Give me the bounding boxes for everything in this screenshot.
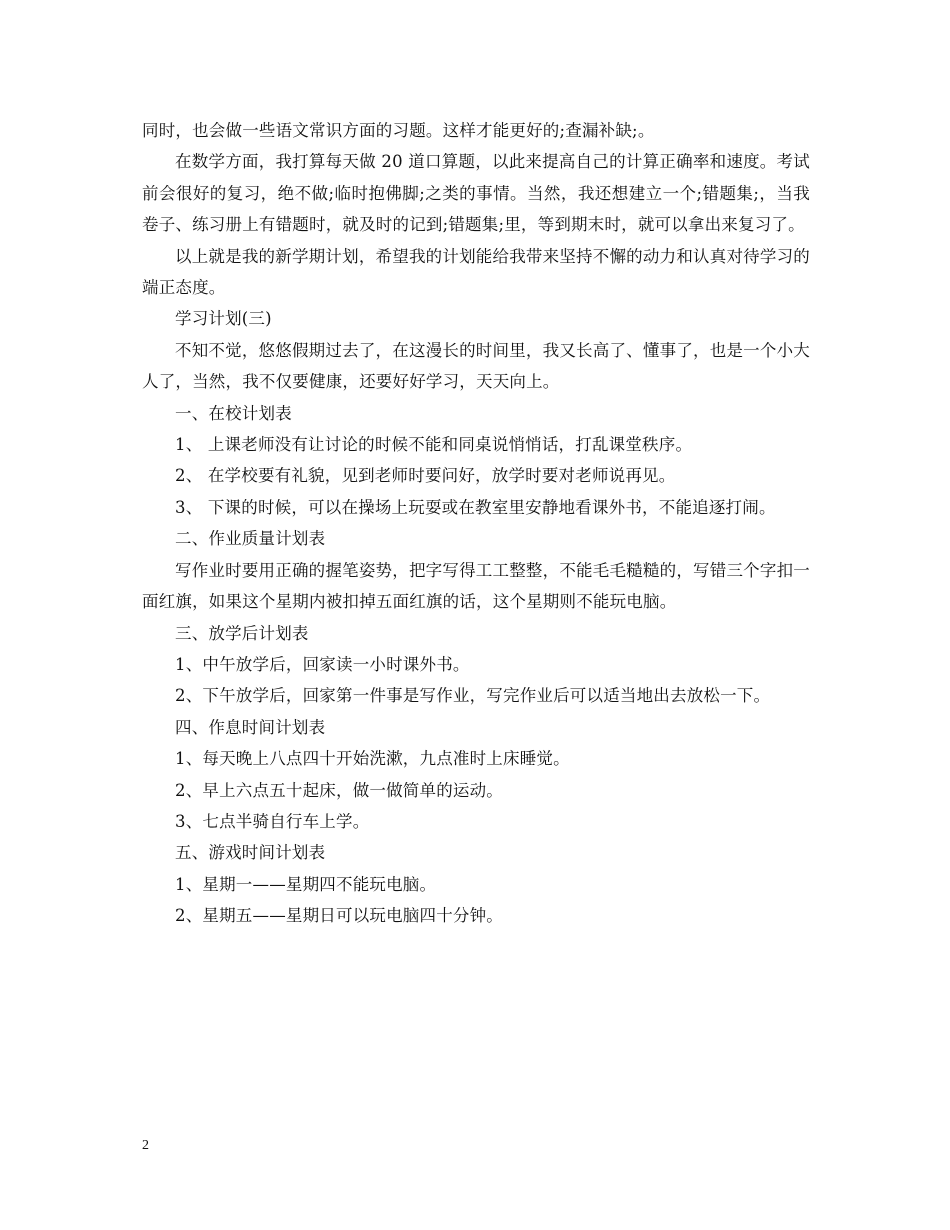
section-heading: 三、放学后计划表 — [175, 623, 309, 643]
list-item: 1、 上课老师没有让讨论的时候不能和同桌说悄悄话，打乱课堂秩序。 — [175, 435, 693, 455]
section-heading: 二、作业质量计划表 — [175, 529, 326, 549]
paragraph: 以上就是我的新学期计划，希望我的计划能给我带来坚持不懈的动力和认真对待学习的端正态度。 — [142, 246, 810, 298]
document-body — [142, 115, 810, 932]
paragraph: 同时，也会做一些语文常识方面的习题。这样才能更好的;查漏补缺;。 — [142, 121, 655, 140]
section-heading: 一、在校计划表 — [175, 403, 292, 423]
list-item: 3、 下课的时候，可以在操场上玩耍或在教室里安静地看课外书，不能追逐打闹。 — [175, 497, 776, 517]
paragraph: 写作业时要用正确的握笔姿势，把字写得工工整整，不能毛毛糙糙的，写错三个字扣一面红旗，如果这个星期内被扣掉五面红旗的话，这个星期则不能玩电脑。 — [142, 560, 810, 612]
list-item: 1、星期一——星期四不能玩电脑。 — [175, 874, 437, 894]
paragraph: 在数学方面，我打算每天做 20 道口算题，以此来提高自己的计算正确率和速度。考试前会很好的复习，绝不做;临时抱佛脚;之类的事情。当然，我还想建立一个;错题集;，当我卷子、练习册上有错题时，就及时的记到;错题集;里，等到期末时，就可以拿出来复习了。 — [142, 152, 810, 235]
list-item: 3、七点半骑自行车上学。 — [175, 811, 370, 831]
list-item: 2、早上六点五十起床，做一做简单的运动。 — [175, 780, 503, 800]
paragraph: 不知不觉，悠悠假期过去了，在这漫长的时间里，我又长高了、懂事了，也是一个小大人了，当然，我不仅要健康，还要好好学习，天天向上。 — [142, 340, 810, 392]
list-item: 1、中午放学后，回家读一小时课外书。 — [175, 654, 470, 674]
list-item: 2、 在学校要有礼貌，见到老师时要问好，放学时要对老师说再见。 — [175, 466, 676, 486]
section-heading: 四、作息时间计划表 — [175, 717, 326, 737]
section-heading: 学习计划(三) — [175, 309, 272, 329]
page-number: 2 — [142, 1138, 149, 1153]
list-item: 1、每天晚上八点四十开始洗漱，九点准时上床睡觉。 — [175, 749, 570, 769]
list-item: 2、下午放学后，回家第一件事是写作业，写完作业后可以适当地出去放松一下。 — [175, 686, 771, 706]
list-item: 2、星期五——星期日可以玩电脑四十分钟。 — [175, 906, 503, 926]
section-heading: 五、游戏时间计划表 — [175, 843, 326, 863]
